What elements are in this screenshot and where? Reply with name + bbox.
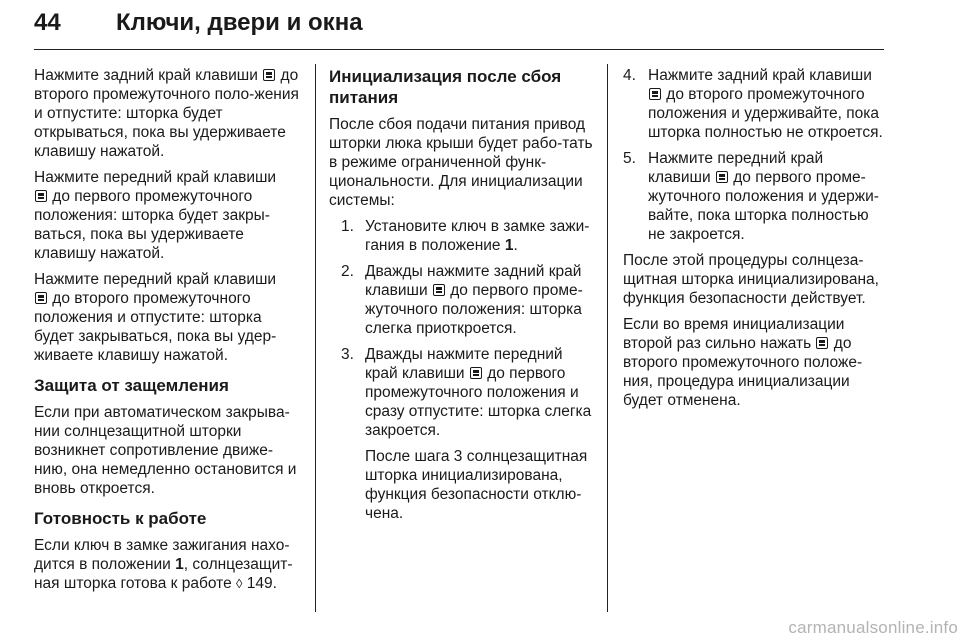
watermark: carmanualsonline.info — [788, 618, 958, 637]
heading-initialization: Инициализация после сбоя питания — [329, 67, 562, 107]
page-reference-link[interactable]: 149. — [242, 575, 277, 592]
page-title: Ключи, двери и окна — [116, 9, 363, 36]
page-reference-arrow-icon[interactable]: ◊ — [236, 576, 243, 591]
list-item: 2. Дважды нажмите задний край клавиши до первого проме-жуточного положения: шторка слегка приоткроется. — [341, 263, 583, 337]
paragraph-cancel-init: Если во время инициализации второй раз сильно нажать до второго промежуточного положе-ния, процедура инициализации будет отменена. — [623, 316, 863, 409]
sunshade-switch-icon — [433, 284, 445, 296]
paragraph-after-procedure: После этой процедуры солнцеза-щитная шторка инициализирована, функция безопасности действует. — [623, 252, 879, 307]
page-number: 44 — [34, 9, 61, 36]
paragraph-close-second: Нажмите передний край клавиши до второго промежуточного положения и отпустите: шторка будет закрываться, пока вы удер-живаете клавишу нажатой. — [34, 271, 277, 364]
page-header — [34, 9, 884, 49]
init-steps-list — [329, 217, 595, 523]
init-steps-list-continued — [623, 66, 885, 244]
column-left — [34, 66, 304, 600]
column-divider — [607, 64, 608, 612]
list-item: 3. Дважды нажмите передний край клавиши до первого промежуточного положения и сразу отпустите: шторка слегка закроется. После шага 3 солнцезащитная шторка инициализирована, функция безопасности отклю-чена. — [341, 345, 595, 523]
column-divider — [315, 64, 316, 612]
sunshade-switch-icon — [716, 171, 728, 183]
step-3-note: После шага 3 солнцезащитная шторка инициализирована, функция безопасности отклю-чена. — [365, 448, 588, 522]
sunshade-switch-icon — [470, 367, 482, 379]
sunshade-switch-icon — [35, 292, 47, 304]
paragraph-close-first: Нажмите передний край клавиши до первого промежуточного положения: шторка будет закры-ваться, пока вы удерживаете клавишу нажатой. — [34, 169, 277, 262]
sunshade-switch-icon — [816, 337, 828, 349]
column-middle — [329, 66, 595, 530]
paragraph-readiness: Если ключ в замке зажигания нахо-дится в положении 1, солнцезащит-ная шторка готова к работе ◊ 149. — [34, 537, 293, 592]
header-rule — [34, 49, 884, 50]
sunshade-switch-icon — [35, 190, 47, 202]
paragraph-pinch-protection: Если при автоматическом закрыва-нии солнцезащитной шторки возникнет сопротивление движе-нию, она немедленно остановится и вновь откроется. — [34, 404, 297, 497]
list-item: 4. Нажмите задний край клавиши до второго промежуточного положения и удерживайте, пока шторка полностью не откроется. — [623, 67, 883, 141]
sunshade-switch-icon — [649, 88, 661, 100]
paragraph-open-to-second: Нажмите задний край клавиши до второго промежуточного поло-жения и отпустите: шторка будет открываться, пока вы удерживаете клавишу нажатой. — [34, 67, 299, 160]
list-item: 5. Нажмите передний край клавиши до первого проме-жуточного положения и удержи-вайте, пока шторка полностью не закроется. — [623, 150, 879, 243]
heading-pinch-protection: Защита от защемления — [34, 376, 229, 395]
paragraph-init-intro: После сбоя подачи питания привод шторки люка крыши будет рабо-тать в режиме ограниченной функ-циональности. Для инициализации системы: — [329, 116, 593, 209]
sunshade-switch-icon — [263, 69, 275, 81]
heading-readiness: Готовность к работе — [34, 509, 207, 528]
list-item: 1. Установите ключ в замке зажи-гания в положение 1. — [341, 218, 590, 254]
column-right — [623, 66, 885, 417]
